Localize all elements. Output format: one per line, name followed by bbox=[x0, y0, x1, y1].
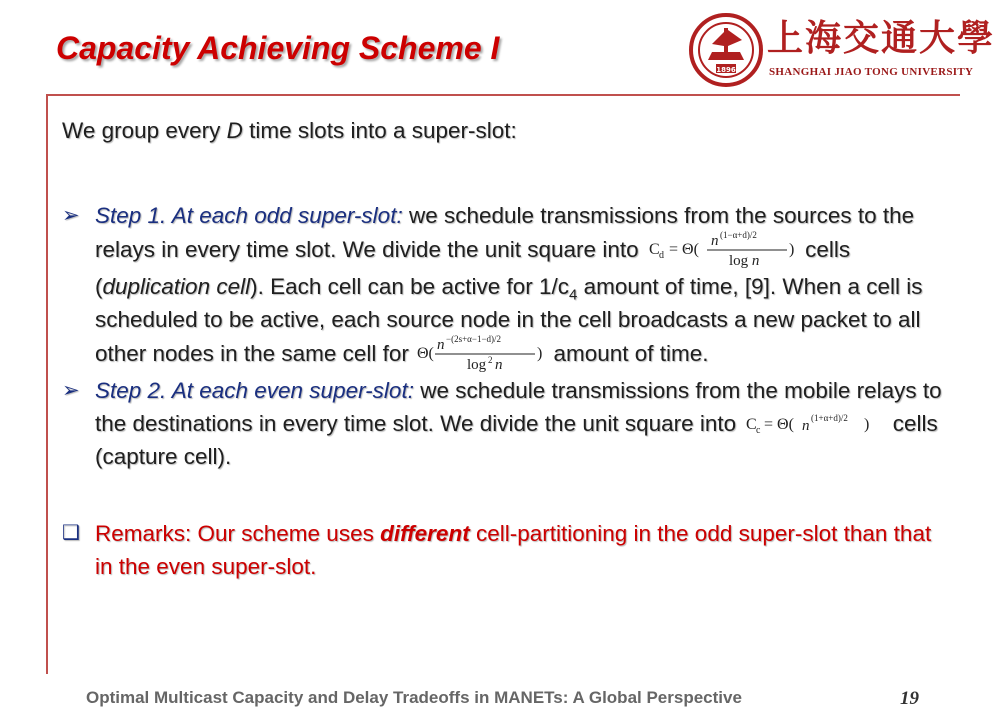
step-1-text-c: ). Each cell can be active for 1/c bbox=[250, 274, 569, 299]
slide-body bbox=[62, 114, 942, 583]
intro-text: We group every bbox=[62, 118, 227, 143]
svg-text:(1−α+d)/2: (1−α+d)/2 bbox=[719, 230, 757, 240]
duplication-cell-formula bbox=[647, 230, 797, 268]
svg-text:C: C bbox=[648, 241, 660, 258]
broadcast-time-formula bbox=[417, 334, 545, 372]
university-name-english: SHANGHAI JIAO TONG UNIVERSITY bbox=[769, 66, 974, 78]
step-2-label: Step 2. At each even super-slot: bbox=[95, 378, 414, 403]
svg-text:n: n bbox=[710, 233, 719, 249]
step-1-label: Step 1. At each odd super-slot: bbox=[95, 203, 403, 228]
arrow-bullet-icon: ➢ bbox=[62, 379, 80, 402]
svg-text:= Θ(: = Θ( bbox=[764, 416, 795, 434]
university-logo bbox=[684, 10, 995, 90]
content-frame-left-border bbox=[46, 94, 48, 674]
step-2-text-b: cells (capture cell). bbox=[95, 411, 938, 470]
slide-footer: Optimal Multicast Capacity and Delay Tradeoffs in MANETs: A Global Perspective bbox=[86, 688, 742, 707]
svg-text:d: d bbox=[658, 250, 664, 261]
remark-text-end: cell-partitioning in the odd super-slot than that in the even super-slot. bbox=[95, 521, 932, 580]
intro-line bbox=[62, 114, 942, 147]
c4-subscript: 4 bbox=[569, 286, 578, 304]
svg-text:= Θ(: = Θ( bbox=[668, 241, 699, 258]
svg-text:2: 2 bbox=[488, 355, 493, 365]
step-1-text: we schedule transmissions from the sources to the relays in every time slot. We divide the unit square into bbox=[95, 203, 915, 262]
svg-text:n: n bbox=[495, 357, 503, 373]
remark-bullet bbox=[62, 517, 942, 583]
svg-text:1896: 1896 bbox=[716, 66, 736, 74]
capture-cell-formula bbox=[744, 408, 884, 438]
square-bullet-icon: ❑ bbox=[62, 522, 80, 545]
step-1-text-b: cells ( bbox=[95, 236, 851, 299]
svg-text:Θ(: Θ( bbox=[417, 345, 435, 362]
intro-text-end: time slots into a super-slot: bbox=[242, 118, 517, 143]
svg-text:n: n bbox=[802, 418, 810, 435]
step-2-bullet bbox=[62, 374, 942, 473]
university-seal-icon bbox=[688, 12, 764, 88]
remark-text: Remarks: Our scheme uses bbox=[95, 521, 381, 547]
page-number: 19 bbox=[900, 688, 919, 709]
duplication-cell-term: duplication cell bbox=[102, 274, 251, 299]
svg-text:c: c bbox=[756, 425, 761, 437]
svg-text:(1+α+d)/2: (1+α+d)/2 bbox=[811, 413, 849, 424]
remark-emphasis: different bbox=[380, 521, 470, 547]
university-name-chinese: 上海交通大學 bbox=[767, 17, 995, 59]
svg-text:): ) bbox=[537, 345, 543, 362]
svg-text:n: n bbox=[437, 337, 445, 353]
step-2-text: we schedule transmissions from the mobile relays to the destinations in every time slot. We divide the unit square into bbox=[95, 378, 942, 436]
arrow-bullet-icon: ➢ bbox=[62, 204, 80, 227]
svg-text:): ) bbox=[788, 241, 795, 258]
content-frame-top-border bbox=[46, 94, 960, 96]
slide-title: Capacity Achieving Scheme I bbox=[56, 30, 500, 66]
svg-text:): ) bbox=[864, 416, 870, 434]
svg-text:−(2s+α−1−d)/2: −(2s+α−1−d)/2 bbox=[446, 334, 502, 344]
svg-text:log: log bbox=[467, 357, 487, 373]
intro-variable: D bbox=[226, 118, 243, 143]
svg-text:log n: log n bbox=[728, 253, 760, 269]
step-1-text-d: amount of time, [9]. When a cell is scheduled to be active, each source node in the cell broadcasts a new packet to all other nodes in the same cell for bbox=[95, 274, 923, 366]
svg-text:C: C bbox=[746, 416, 758, 434]
step-1-bullet bbox=[62, 199, 942, 374]
step-1-text-e: amount of time. bbox=[547, 340, 709, 366]
